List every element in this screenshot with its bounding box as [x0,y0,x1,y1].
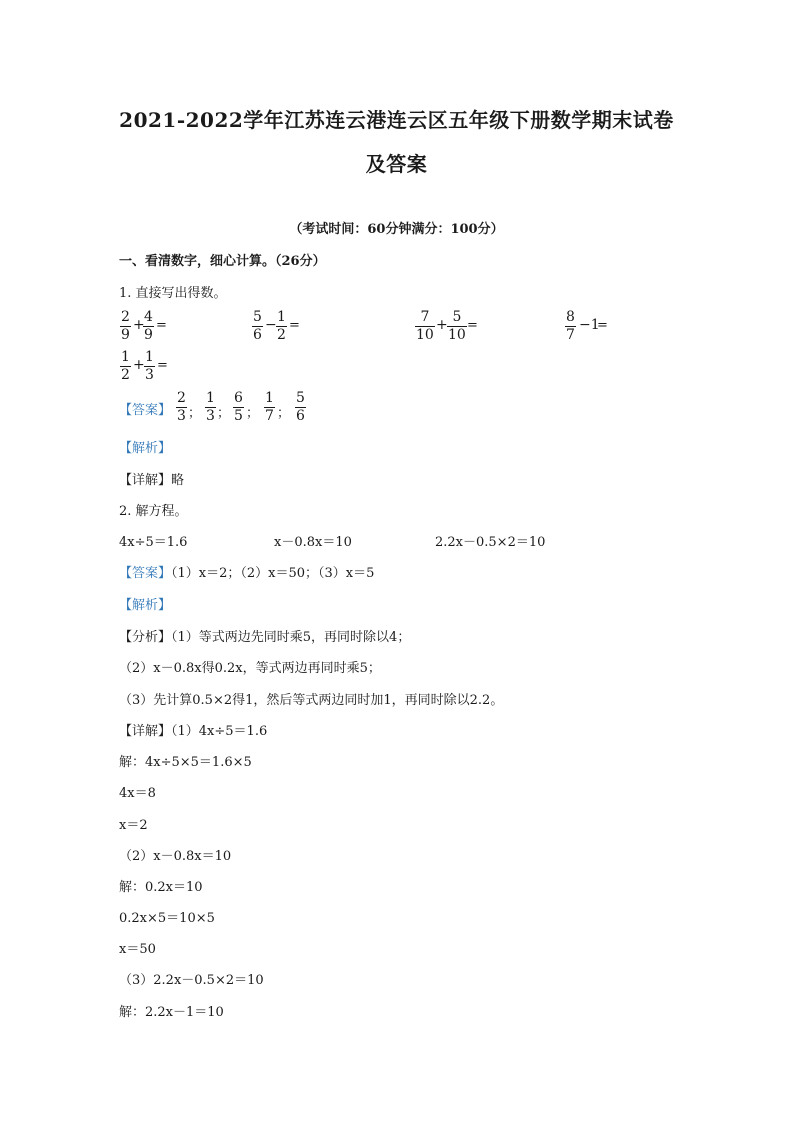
fraction-1-2: $\frac{1}{2}$ [121,349,130,383]
minus-one: −1 [579,317,600,333]
analysis-line-3: （3）先计算0.5×2得1，然后等式两边同时加1，再同时除以2.2。 [119,693,504,708]
question-1-label: 1. 直接写出得数。 [119,286,227,301]
answer-text: （1）x＝2；（2）x＝50；（3）x＝5 [171,566,375,581]
answer-tag: 【答案】 [119,403,172,418]
fraction-5-6: $\frac{5}{6}$ [253,309,262,343]
detail-line-1 [119,720,267,739]
solution-step: x＝2 [119,818,148,833]
separator: ； [188,406,202,421]
analysis-label: 【分析】 [119,630,172,645]
solution-step: x＝50 [119,942,156,957]
equation-1: 4x÷5＝1.6 [119,535,188,550]
analysis-text-1: （1）等式两边先同时乘5，再同时除以4； [171,630,411,645]
analysis-tag: 【解析】 [119,441,172,456]
plus-operator: + [133,317,145,333]
detail-label: 【详解】 [119,724,172,739]
fraction-2-9: $\frac{2}{9}$ [121,309,130,343]
answer-fraction-1: $\frac{2}{3}$ [177,390,186,424]
plus-operator: + [133,357,145,373]
analysis-tag: 【解析】 [119,598,172,613]
answer-fraction-3: $\frac{6}{5}$ [234,390,243,424]
separator: ； [246,406,260,421]
question-2-label: 2. 解方程。 [119,504,188,519]
equation-3: 2.2x－0.5×2＝10 [435,535,546,550]
equals-sign: = [156,318,167,333]
title-line-1: 2021-2022学年江苏连云港连云区五年级下册数学期末试卷 [119,108,674,132]
fraction-8-7: $\frac{8}{7}$ [566,309,575,343]
answer-tag: 【答案】 [119,566,172,581]
analysis-line-1 [119,626,410,645]
answer-fraction-2: $\frac{1}{3}$ [206,390,215,424]
answer-fraction-4: $\frac{1}{7}$ [265,390,274,424]
solution-step: 0.2x×5＝10×5 [119,911,215,926]
solution-step: （2）x－0.8x＝10 [119,849,232,864]
solution-step: 解：4x÷5×5＝1.6×5 [119,755,252,770]
step-text: （1）4x÷5＝1.6 [171,724,268,739]
solution-step: 4x＝8 [119,786,156,801]
fraction-7-10: $\frac{7}{10}$ [416,309,434,343]
fraction-1-2: $\frac{1}{2}$ [277,309,286,343]
equals-sign: = [157,358,168,373]
plus-operator: + [436,317,448,333]
separator: ； [217,406,231,421]
detail-text: 【详解】略 [119,473,185,488]
section-1-heading: 一、看清数字，细心计算。（26分） [119,254,326,269]
answer-line [119,562,374,581]
fraction-1-3: $\frac{1}{3}$ [145,349,154,383]
solution-step: 解：0.2x＝10 [119,880,203,895]
exam-info: （考试时间：60分钟满分：100分） [289,222,504,237]
separator: ； [277,406,291,421]
solution-step: 解：2.2x－1＝10 [119,1005,224,1020]
analysis-line-2: （2）x－0.8x得0.2x，等式两边再同时乘5； [119,661,381,676]
equation-2: x－0.8x＝10 [274,535,352,550]
fraction-4-9: $\frac{4}{9}$ [144,309,153,343]
fraction-5-10: $\frac{5}{10}$ [448,309,466,343]
solution-step: （3）2.2x－0.5×2＝10 [119,973,264,988]
title-line-2: 及答案 [365,152,428,176]
equals-sign: = [597,318,608,333]
minus-operator: − [265,317,277,333]
answer-fraction-5: $\frac{5}{6}$ [296,390,305,424]
equals-sign: = [467,318,478,333]
equals-sign: = [289,318,300,333]
